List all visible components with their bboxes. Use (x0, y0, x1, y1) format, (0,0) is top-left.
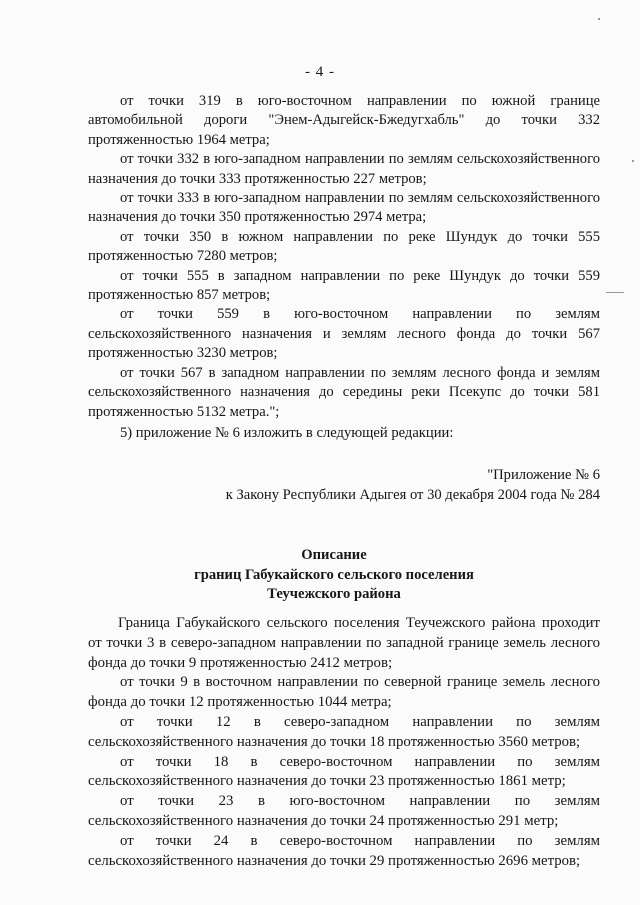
paragraph: от точки 333 в юго-западном направлении по землям сельскохозяйственного назначения до точки 350 протяженностью 2974 метра; (88, 190, 600, 226)
scan-speck (598, 18, 600, 20)
heading-line: границ Габукайского сельского поселения (194, 566, 474, 583)
paragraph: от точки 332 в юго-западном направлении по землям сельскохозяйственного назначения до точки 333 протяженностью 227 метров; (88, 151, 600, 187)
amendment-item-5: 5) приложение № 6 изложить в следующей редакции: (120, 425, 454, 441)
paragraph: от точки 24 в северо-восточном направлении по землям сельскохозяйственного назначения до точки 29 протяженностью 2696 метров; (88, 832, 600, 869)
boundary-description (88, 614, 600, 871)
scan-speck (606, 292, 624, 293)
paragraph: от точки 567 в западном направлении по землям лесного фонда и землям сельскохозяйственного назначения до середины реки Псекупс до точки 581 протяженностью 5132 метра."; (88, 364, 600, 420)
appendix-title: "Приложение № 6 (487, 467, 600, 483)
paragraph: Граница Габукайского сельского поселения Теучежского района проходит от точки 3 в северо-западном направлении по западной границе земель лесного фонда до точки 9 протяженностью 2412 метров; (88, 615, 600, 671)
heading-line: Описание (301, 547, 367, 563)
paragraph: от точки 12 в северо-западном направлении по землям сельскохозяйственного назначения до точки 18 протяженностью 3560 метров; (88, 713, 600, 750)
boundary-description-continued (88, 92, 600, 422)
paragraph: от точки 555 в западном направлении по реке Шундук до точки 559 протяженностью 857 метров; (88, 267, 600, 304)
appendix-law-reference: к Закону Республики Адыгея от 30 декабря 2004 года № 284 (225, 486, 600, 503)
paragraph: от точки 559 в юго-восточном направлении по землям сельскохозяйственного назначения и землям лесного фонда до точки 567 протяженностью 3230 метров; (88, 306, 600, 362)
heading-line: Теучежского района (267, 586, 401, 602)
appendix-header (80, 466, 600, 505)
paragraph: от точки 18 в северо-восточном направлении по землям сельскохозяйственного назначения до точки 23 протяженностью 1861 метр; (88, 753, 600, 790)
paragraph: от точки 350 в южном направлении по реке Шундук до точки 555 протяженностью 7280 метров; (88, 228, 600, 265)
paragraph: от точки 319 в юго-восточном направлении по южной границе автомобильной дороги "Энем-Адыгейск-Бжедугхабль" до точки 332 протяженностью 1964 метра; (88, 93, 600, 148)
page-number: - 4 - (305, 64, 335, 80)
paragraph: от точки 23 в юго-восточном направлении по землям сельскохозяйственного назначения до точки 24 протяженностью 291 метр; (88, 793, 600, 829)
scan-speck (632, 160, 634, 162)
paragraph: от точки 9 в восточном направлении по северной границе земель лесного фонда до точки 12 протяженностью 1044 метра; (88, 674, 600, 711)
section-heading (0, 546, 640, 605)
